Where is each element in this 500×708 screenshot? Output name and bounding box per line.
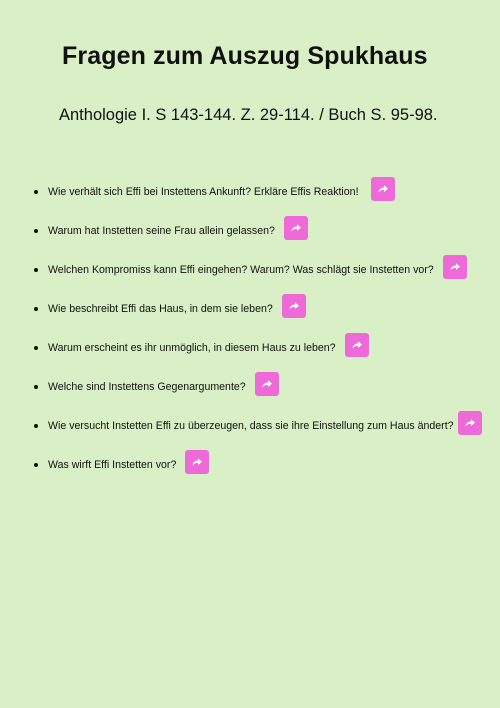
question-text: Wie beschreibt Effi das Haus, in dem sie leben? xyxy=(48,302,273,315)
page-title: Fragen zum Auszug Spukhaus xyxy=(62,42,428,70)
question-text: Welche sind Instettens Gegenargumente? xyxy=(48,380,246,393)
question-text: Welchen Kompromiss kann Effi eingehen? Warum? Was schlägt sie Instetten vor? xyxy=(48,263,434,276)
question-item xyxy=(30,406,495,445)
share-button[interactable] xyxy=(345,333,369,357)
share-arrow-icon xyxy=(261,378,273,390)
share-arrow-icon xyxy=(290,222,302,234)
share-button[interactable] xyxy=(185,450,209,474)
page-subtitle: Anthologie I. S 143-144. Z. 29-114. / Buch S. 95-98. xyxy=(59,106,438,124)
share-button[interactable] xyxy=(284,216,308,240)
question-text: Warum hat Instetten seine Frau allein gelassen? xyxy=(48,224,275,237)
question-item xyxy=(30,445,495,484)
share-button[interactable] xyxy=(458,411,482,435)
bullet-icon xyxy=(34,463,38,467)
question-item xyxy=(30,367,495,406)
bullet-icon xyxy=(34,229,38,233)
share-arrow-icon xyxy=(288,300,300,312)
bullet-icon xyxy=(34,190,38,194)
bullet-icon xyxy=(34,346,38,350)
share-arrow-icon xyxy=(464,417,476,429)
question-text: Warum erscheint es ihr unmöglich, in diesem Haus zu leben? xyxy=(48,341,336,354)
question-text: Wie verhält sich Effi bei Instettens Ankunft? Erkläre Effis Reaktion! xyxy=(48,185,359,198)
question-item xyxy=(30,289,495,328)
question-text: Wie versucht Instetten Effi zu überzeugen, dass sie ihre Einstellung zum Haus ändert? xyxy=(48,419,454,432)
share-button[interactable] xyxy=(255,372,279,396)
question-item xyxy=(30,328,495,367)
share-arrow-icon xyxy=(191,456,203,468)
question-item xyxy=(30,211,495,250)
question-text: Was wirft Effi Instetten vor? xyxy=(48,458,177,471)
bullet-icon xyxy=(34,268,38,272)
bullet-icon xyxy=(34,424,38,428)
question-list xyxy=(30,172,495,484)
bullet-icon xyxy=(34,307,38,311)
bullet-icon xyxy=(34,385,38,389)
share-arrow-icon xyxy=(351,339,363,351)
share-button[interactable] xyxy=(371,177,395,201)
question-item xyxy=(30,250,495,289)
question-item xyxy=(30,172,495,211)
share-button[interactable] xyxy=(443,255,467,279)
share-arrow-icon xyxy=(377,183,389,195)
share-button[interactable] xyxy=(282,294,306,318)
share-arrow-icon xyxy=(449,261,461,273)
